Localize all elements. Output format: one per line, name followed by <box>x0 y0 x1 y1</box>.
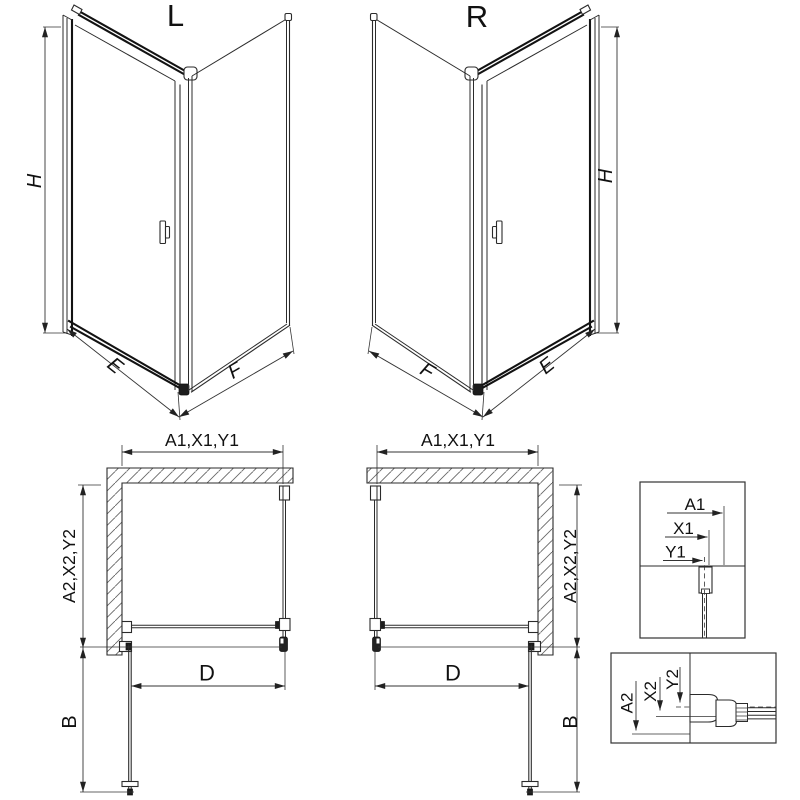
wall-hatched-right-plan <box>367 468 553 655</box>
iso-left-dim-door: E <box>102 353 128 379</box>
glass-clamp-profile <box>716 700 737 727</box>
plan-right-dim-door-glass: D <box>445 660 461 686</box>
iso-left-title: L <box>166 0 185 33</box>
plan-right-dim-depth: A2,X2,Y2 <box>560 529 580 603</box>
plan-left-dim-depth: A2,X2,Y2 <box>59 529 79 603</box>
wall-profile-section-2 <box>690 695 718 723</box>
iso-right-title: R <box>465 0 489 34</box>
detail-dim-y1: Y1 <box>665 542 686 562</box>
iso-right-dim-panel: F <box>416 358 438 384</box>
detail-dim-a1: A1 <box>684 495 706 514</box>
gasket <box>736 704 748 722</box>
iso-left-dim-height: H <box>24 173 46 189</box>
plan-left-dim-width: A1,X1,Y1 <box>165 430 239 450</box>
plan-view-left <box>59 430 293 795</box>
plan-left-dim-swing: B <box>59 715 81 729</box>
detail-depth-profile <box>611 653 776 743</box>
wall-hatched-left-plan <box>107 468 293 655</box>
iso-left-dim-panel: F <box>224 358 246 384</box>
iso-left-art <box>43 5 294 420</box>
iso-right-dim-height: H <box>595 168 617 184</box>
detail-dim-a2: A2 <box>617 692 637 714</box>
plan-view-right <box>367 430 582 795</box>
detail-dim-y2: Y2 <box>663 669 682 690</box>
iso-view-left <box>24 0 294 420</box>
iso-right-dim-door: E <box>534 353 560 379</box>
detail-width-profile <box>640 482 745 638</box>
plan-right-dim-width: A1,X1,Y1 <box>421 430 495 450</box>
plan-left-dim-door-glass: D <box>199 660 215 686</box>
iso-right-art <box>368 5 619 420</box>
iso-view-right <box>368 0 619 420</box>
plan-right-dim-swing: B <box>560 715 582 729</box>
detail-dim-x2: X2 <box>641 681 660 702</box>
detail-dim-x1: X1 <box>673 519 694 538</box>
